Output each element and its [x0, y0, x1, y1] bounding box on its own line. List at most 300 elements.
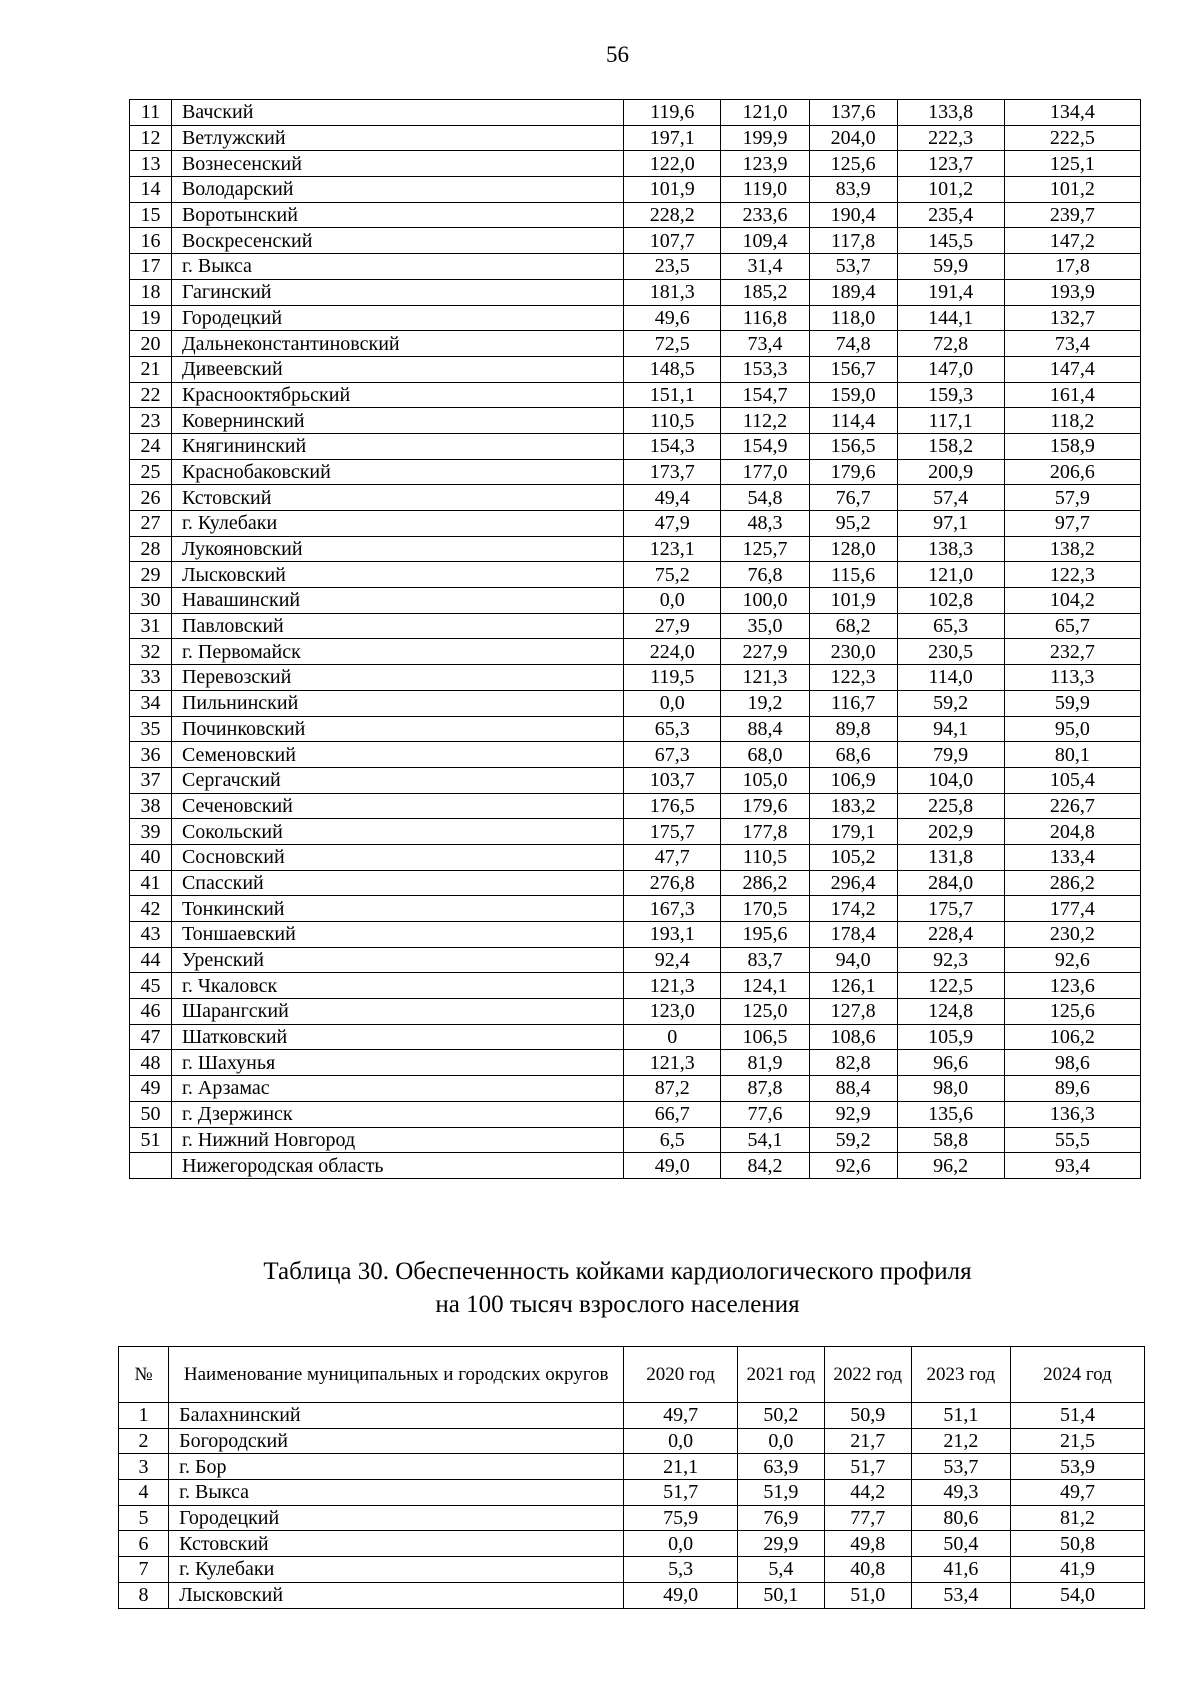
- row-number: 7: [119, 1557, 169, 1583]
- district-name: Сергачский: [171, 767, 623, 793]
- row-number: 18: [130, 279, 172, 305]
- value-cell: 49,6: [623, 305, 721, 331]
- value-cell: 117,1: [897, 408, 1004, 434]
- value-cell: 125,6: [1004, 999, 1140, 1025]
- value-cell: 89,8: [809, 716, 897, 742]
- value-cell: 21,1: [624, 1454, 738, 1480]
- header-name: Наименование муниципальных и городских округов: [169, 1347, 624, 1403]
- row-number: [130, 1153, 172, 1179]
- table-row: [130, 1050, 1141, 1076]
- value-cell: 53,7: [911, 1454, 1010, 1480]
- value-cell: 49,0: [624, 1582, 738, 1608]
- row-number: 11: [130, 100, 172, 126]
- district-name: г. Нижний Новгород: [171, 1127, 623, 1153]
- table-row: [130, 1076, 1141, 1102]
- value-cell: 106,2: [1004, 1024, 1140, 1050]
- header-row: [119, 1347, 1145, 1403]
- value-cell: 94,1: [897, 716, 1004, 742]
- value-cell: 54,8: [721, 485, 809, 511]
- district-name: Спасский: [171, 870, 623, 896]
- value-cell: 51,4: [1010, 1403, 1144, 1429]
- value-cell: 128,0: [809, 536, 897, 562]
- district-name: Воротынский: [171, 202, 623, 228]
- value-cell: 48,3: [721, 511, 809, 537]
- value-cell: 68,2: [809, 613, 897, 639]
- table-row: [119, 1557, 1145, 1583]
- row-number: 37: [130, 767, 172, 793]
- value-cell: 40,8: [824, 1557, 911, 1583]
- value-cell: 121,0: [897, 562, 1004, 588]
- value-cell: 112,2: [721, 408, 809, 434]
- table-row: [130, 742, 1141, 768]
- header-number: №: [119, 1347, 169, 1403]
- table-row: [130, 408, 1141, 434]
- table-row: [130, 613, 1141, 639]
- table-row: [130, 485, 1141, 511]
- district-name: г. Бор: [169, 1454, 624, 1480]
- value-cell: 121,3: [623, 1050, 721, 1076]
- value-cell: 136,3: [1004, 1101, 1140, 1127]
- district-name: Навашинский: [171, 588, 623, 614]
- value-cell: 88,4: [721, 716, 809, 742]
- value-cell: 200,9: [897, 459, 1004, 485]
- value-cell: 121,3: [623, 973, 721, 999]
- value-cell: 191,4: [897, 279, 1004, 305]
- value-cell: 177,0: [721, 459, 809, 485]
- table-row: [119, 1428, 1145, 1454]
- row-number: 33: [130, 665, 172, 691]
- value-cell: 0: [623, 1024, 721, 1050]
- table-row: [130, 819, 1141, 845]
- value-cell: 92,3: [897, 947, 1004, 973]
- row-number: 3: [119, 1454, 169, 1480]
- value-cell: 181,3: [623, 279, 721, 305]
- value-cell: 107,7: [623, 228, 721, 254]
- value-cell: 50,1: [737, 1582, 824, 1608]
- value-cell: 51,9: [737, 1480, 824, 1506]
- value-cell: 101,2: [897, 177, 1004, 203]
- value-cell: 102,8: [897, 588, 1004, 614]
- row-number: 23: [130, 408, 172, 434]
- value-cell: 87,2: [623, 1076, 721, 1102]
- table-row: [130, 1101, 1141, 1127]
- value-cell: 230,2: [1004, 922, 1140, 948]
- table-row: [130, 511, 1141, 537]
- district-name: Шатковский: [171, 1024, 623, 1050]
- value-cell: 49,0: [623, 1153, 721, 1179]
- value-cell: 76,8: [721, 562, 809, 588]
- district-name: Пильнинский: [171, 690, 623, 716]
- value-cell: 133,8: [897, 100, 1004, 126]
- value-cell: 123,7: [897, 151, 1004, 177]
- district-name: Тонкинский: [171, 896, 623, 922]
- district-name: Сеченовский: [171, 793, 623, 819]
- value-cell: 92,9: [809, 1101, 897, 1127]
- value-cell: 72,5: [623, 331, 721, 357]
- value-cell: 202,9: [897, 819, 1004, 845]
- row-number: 35: [130, 716, 172, 742]
- value-cell: 54,1: [721, 1127, 809, 1153]
- value-cell: 109,4: [721, 228, 809, 254]
- table-row: [130, 844, 1141, 870]
- value-cell: 156,5: [809, 433, 897, 459]
- value-cell: 105,0: [721, 767, 809, 793]
- value-cell: 49,7: [1010, 1480, 1144, 1506]
- value-cell: 21,2: [911, 1428, 1010, 1454]
- value-cell: 158,2: [897, 433, 1004, 459]
- table-row: [130, 973, 1141, 999]
- row-number: 42: [130, 896, 172, 922]
- value-cell: 119,0: [721, 177, 809, 203]
- value-cell: 179,6: [809, 459, 897, 485]
- district-name: Уренский: [171, 947, 623, 973]
- value-cell: 121,3: [721, 665, 809, 691]
- value-cell: 74,8: [809, 331, 897, 357]
- value-cell: 68,6: [809, 742, 897, 768]
- district-name: Кстовский: [171, 485, 623, 511]
- district-name: Вачский: [171, 100, 623, 126]
- value-cell: 122,0: [623, 151, 721, 177]
- value-cell: 159,3: [897, 382, 1004, 408]
- value-cell: 124,8: [897, 999, 1004, 1025]
- row-number: 29: [130, 562, 172, 588]
- value-cell: 119,5: [623, 665, 721, 691]
- value-cell: 92,6: [1004, 947, 1140, 973]
- value-cell: 116,8: [721, 305, 809, 331]
- value-cell: 105,4: [1004, 767, 1140, 793]
- value-cell: 49,8: [824, 1531, 911, 1557]
- value-cell: 57,9: [1004, 485, 1140, 511]
- value-cell: 170,5: [721, 896, 809, 922]
- value-cell: 95,2: [809, 511, 897, 537]
- value-cell: 144,1: [897, 305, 1004, 331]
- value-cell: 27,9: [623, 613, 721, 639]
- value-cell: 116,7: [809, 690, 897, 716]
- row-number: 15: [130, 202, 172, 228]
- data-table-continued: [129, 99, 1141, 1179]
- district-name: Краснооктябрьский: [171, 382, 623, 408]
- row-number: 24: [130, 433, 172, 459]
- value-cell: 101,2: [1004, 177, 1140, 203]
- value-cell: 159,0: [809, 382, 897, 408]
- value-cell: 96,6: [897, 1050, 1004, 1076]
- row-number: 4: [119, 1480, 169, 1506]
- value-cell: 47,7: [623, 844, 721, 870]
- row-number: 31: [130, 613, 172, 639]
- row-number: 49: [130, 1076, 172, 1102]
- value-cell: 66,7: [623, 1101, 721, 1127]
- value-cell: 83,7: [721, 947, 809, 973]
- value-cell: 31,4: [721, 254, 809, 280]
- value-cell: 96,2: [897, 1153, 1004, 1179]
- value-cell: 65,7: [1004, 613, 1140, 639]
- district-name: Лукояновский: [171, 536, 623, 562]
- value-cell: 179,6: [721, 793, 809, 819]
- row-number: 20: [130, 331, 172, 357]
- table-row: [130, 100, 1141, 126]
- value-cell: 77,6: [721, 1101, 809, 1127]
- value-cell: 51,7: [824, 1454, 911, 1480]
- row-number: 27: [130, 511, 172, 537]
- header-2023: 2023 год: [911, 1347, 1010, 1403]
- row-number: 5: [119, 1505, 169, 1531]
- table-row: [130, 151, 1141, 177]
- value-cell: 55,5: [1004, 1127, 1140, 1153]
- table-row: [130, 1153, 1141, 1179]
- value-cell: 35,0: [721, 613, 809, 639]
- district-name: Воскресенский: [171, 228, 623, 254]
- row-number: 25: [130, 459, 172, 485]
- value-cell: 122,3: [1004, 562, 1140, 588]
- row-number: 21: [130, 356, 172, 382]
- value-cell: 123,9: [721, 151, 809, 177]
- value-cell: 75,9: [624, 1505, 738, 1531]
- value-cell: 53,9: [1010, 1454, 1144, 1480]
- value-cell: 103,7: [623, 767, 721, 793]
- table-row: [130, 177, 1141, 203]
- district-name: Ветлужский: [171, 125, 623, 151]
- value-cell: 232,7: [1004, 639, 1140, 665]
- district-name: г. Кулебаки: [169, 1557, 624, 1583]
- value-cell: 115,6: [809, 562, 897, 588]
- district-name: Володарский: [171, 177, 623, 203]
- district-name: Дальнеконстантиновский: [171, 331, 623, 357]
- district-name: Перевозский: [171, 665, 623, 691]
- table-row: [130, 202, 1141, 228]
- value-cell: 29,9: [737, 1531, 824, 1557]
- table-row: [119, 1531, 1145, 1557]
- value-cell: 114,0: [897, 665, 1004, 691]
- value-cell: 177,8: [721, 819, 809, 845]
- value-cell: 5,3: [624, 1557, 738, 1583]
- row-number: 47: [130, 1024, 172, 1050]
- value-cell: 97,7: [1004, 511, 1140, 537]
- table-row: [119, 1505, 1145, 1531]
- value-cell: 183,2: [809, 793, 897, 819]
- value-cell: 175,7: [897, 896, 1004, 922]
- value-cell: 206,6: [1004, 459, 1140, 485]
- district-name: Нижегородская область: [171, 1153, 623, 1179]
- value-cell: 178,4: [809, 922, 897, 948]
- district-name: г. Первомайск: [171, 639, 623, 665]
- value-cell: 113,3: [1004, 665, 1140, 691]
- district-name: Шарангский: [171, 999, 623, 1025]
- district-name: Богородский: [169, 1428, 624, 1454]
- value-cell: 134,4: [1004, 100, 1140, 126]
- row-number: 2: [119, 1428, 169, 1454]
- value-cell: 174,2: [809, 896, 897, 922]
- row-number: 14: [130, 177, 172, 203]
- value-cell: 147,0: [897, 356, 1004, 382]
- value-cell: 131,8: [897, 844, 1004, 870]
- value-cell: 154,7: [721, 382, 809, 408]
- table-row: [130, 639, 1141, 665]
- table-row: [130, 254, 1141, 280]
- value-cell: 125,0: [721, 999, 809, 1025]
- value-cell: 51,7: [624, 1480, 738, 1506]
- value-cell: 72,8: [897, 331, 1004, 357]
- value-cell: 239,7: [1004, 202, 1140, 228]
- value-cell: 65,3: [897, 613, 1004, 639]
- value-cell: 284,0: [897, 870, 1004, 896]
- district-name: Починковский: [171, 716, 623, 742]
- table-caption: [0, 1255, 1200, 1321]
- district-name: г. Чкаловск: [171, 973, 623, 999]
- value-cell: 88,4: [809, 1076, 897, 1102]
- value-cell: 167,3: [623, 896, 721, 922]
- table-row: [130, 279, 1141, 305]
- value-cell: 5,4: [737, 1557, 824, 1583]
- value-cell: 228,4: [897, 922, 1004, 948]
- value-cell: 53,7: [809, 254, 897, 280]
- district-name: Ковернинский: [171, 408, 623, 434]
- row-number: 51: [130, 1127, 172, 1153]
- district-name: г. Дзержинск: [171, 1101, 623, 1127]
- table-row: [130, 228, 1141, 254]
- value-cell: 101,9: [809, 588, 897, 614]
- value-cell: 23,5: [623, 254, 721, 280]
- value-cell: 105,9: [897, 1024, 1004, 1050]
- row-number: 6: [119, 1531, 169, 1557]
- row-number: 41: [130, 870, 172, 896]
- value-cell: 81,9: [721, 1050, 809, 1076]
- value-cell: 0,0: [624, 1531, 738, 1557]
- table-row: [130, 999, 1141, 1025]
- row-number: 1: [119, 1403, 169, 1429]
- value-cell: 75,2: [623, 562, 721, 588]
- value-cell: 190,4: [809, 202, 897, 228]
- district-name: Краснобаковский: [171, 459, 623, 485]
- value-cell: 230,5: [897, 639, 1004, 665]
- value-cell: 132,7: [1004, 305, 1140, 331]
- value-cell: 175,7: [623, 819, 721, 845]
- value-cell: 77,7: [824, 1505, 911, 1531]
- value-cell: 41,9: [1010, 1557, 1144, 1583]
- table-row: [130, 305, 1141, 331]
- value-cell: 97,1: [897, 511, 1004, 537]
- row-number: 8: [119, 1582, 169, 1608]
- table-row: [130, 1024, 1141, 1050]
- district-name: Городецкий: [171, 305, 623, 331]
- value-cell: 100,0: [721, 588, 809, 614]
- row-number: 19: [130, 305, 172, 331]
- table-row: [130, 356, 1141, 382]
- value-cell: 138,3: [897, 536, 1004, 562]
- district-name: Городецкий: [169, 1505, 624, 1531]
- value-cell: 41,6: [911, 1557, 1010, 1583]
- district-name: Лысковский: [171, 562, 623, 588]
- value-cell: 147,2: [1004, 228, 1140, 254]
- value-cell: 73,4: [1004, 331, 1140, 357]
- value-cell: 76,7: [809, 485, 897, 511]
- value-cell: 58,8: [897, 1127, 1004, 1153]
- value-cell: 124,1: [721, 973, 809, 999]
- value-cell: 0,0: [623, 588, 721, 614]
- row-number: 36: [130, 742, 172, 768]
- value-cell: 49,7: [624, 1403, 738, 1429]
- value-cell: 105,2: [809, 844, 897, 870]
- value-cell: 101,9: [623, 177, 721, 203]
- value-cell: 17,8: [1004, 254, 1140, 280]
- value-cell: 59,2: [809, 1127, 897, 1153]
- row-number: 17: [130, 254, 172, 280]
- value-cell: 50,4: [911, 1531, 1010, 1557]
- table-row: [130, 870, 1141, 896]
- row-number: 30: [130, 588, 172, 614]
- value-cell: 145,5: [897, 228, 1004, 254]
- district-name: г. Кулебаки: [171, 511, 623, 537]
- row-number: 43: [130, 922, 172, 948]
- value-cell: 117,8: [809, 228, 897, 254]
- value-cell: 104,2: [1004, 588, 1140, 614]
- table-row: [130, 716, 1141, 742]
- row-number: 45: [130, 973, 172, 999]
- value-cell: 21,7: [824, 1428, 911, 1454]
- row-number: 39: [130, 819, 172, 845]
- value-cell: 154,9: [721, 433, 809, 459]
- value-cell: 227,9: [721, 639, 809, 665]
- value-cell: 126,1: [809, 973, 897, 999]
- table-row: [130, 562, 1141, 588]
- table-row: [130, 1127, 1141, 1153]
- value-cell: 222,5: [1004, 125, 1140, 151]
- value-cell: 21,5: [1010, 1428, 1144, 1454]
- value-cell: 79,9: [897, 742, 1004, 768]
- value-cell: 158,9: [1004, 433, 1140, 459]
- value-cell: 63,9: [737, 1454, 824, 1480]
- value-cell: 108,6: [809, 1024, 897, 1050]
- value-cell: 57,4: [897, 485, 1004, 511]
- value-cell: 95,0: [1004, 716, 1140, 742]
- row-number: 26: [130, 485, 172, 511]
- row-number: 12: [130, 125, 172, 151]
- value-cell: 185,2: [721, 279, 809, 305]
- value-cell: 204,8: [1004, 819, 1140, 845]
- caption-line-1: Таблица 30. Обеспеченность койками кардиологического профиля: [263, 1258, 972, 1285]
- table-row: [130, 331, 1141, 357]
- row-number: 48: [130, 1050, 172, 1076]
- value-cell: 0,0: [623, 690, 721, 716]
- value-cell: 118,2: [1004, 408, 1140, 434]
- value-cell: 104,0: [897, 767, 1004, 793]
- district-name: Гагинский: [171, 279, 623, 305]
- value-cell: 225,8: [897, 793, 1004, 819]
- district-name: Павловский: [171, 613, 623, 639]
- value-cell: 123,1: [623, 536, 721, 562]
- value-cell: 193,9: [1004, 279, 1140, 305]
- value-cell: 93,4: [1004, 1153, 1140, 1179]
- value-cell: 92,6: [809, 1153, 897, 1179]
- table-row: [130, 125, 1141, 151]
- district-name: Семеновский: [171, 742, 623, 768]
- table-row: [130, 382, 1141, 408]
- value-cell: 235,4: [897, 202, 1004, 228]
- table-row: [130, 665, 1141, 691]
- cardiology-beds-table: [118, 1346, 1145, 1609]
- value-cell: 121,0: [721, 100, 809, 126]
- value-cell: 125,7: [721, 536, 809, 562]
- value-cell: 286,2: [1004, 870, 1140, 896]
- caption-line-2: на 100 тысяч взрослого населения: [435, 1291, 800, 1318]
- table-row: [119, 1454, 1145, 1480]
- value-cell: 118,0: [809, 305, 897, 331]
- table-row: [130, 767, 1141, 793]
- district-name: г. Арзамас: [171, 1076, 623, 1102]
- table-row: [119, 1403, 1145, 1429]
- district-name: г. Выкса: [169, 1480, 624, 1506]
- value-cell: 50,2: [737, 1403, 824, 1429]
- row-number: 34: [130, 690, 172, 716]
